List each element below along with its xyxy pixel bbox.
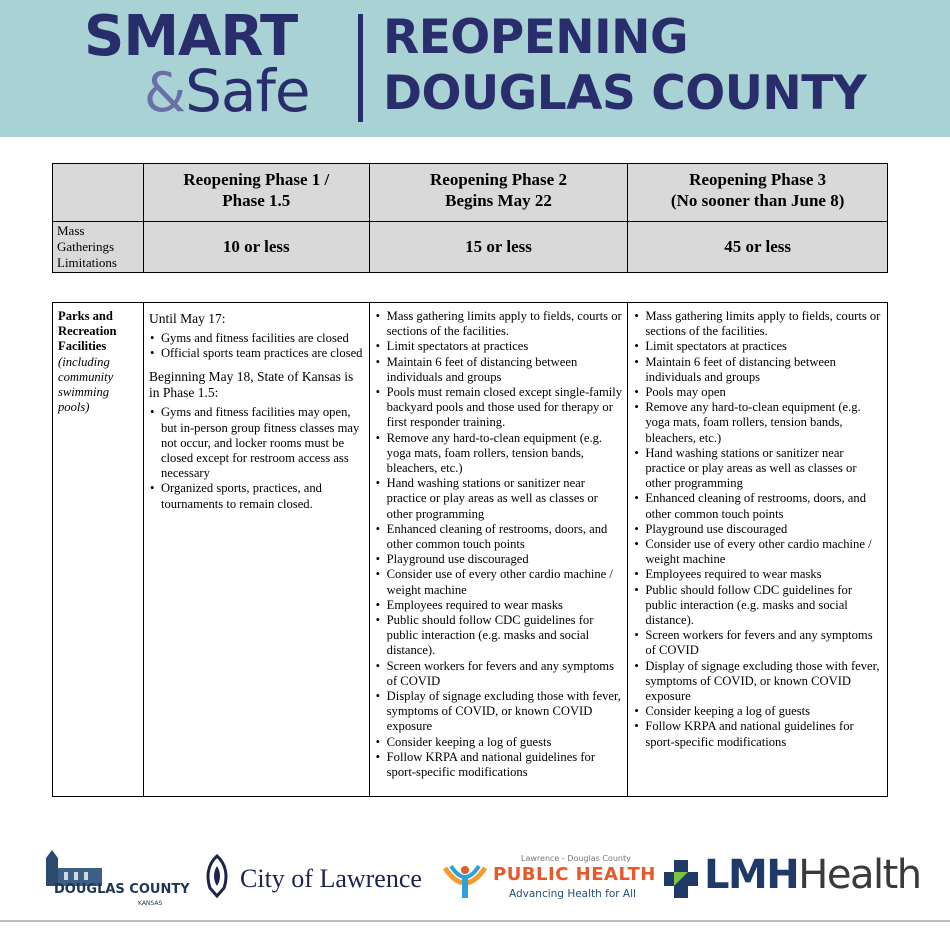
mass-gathering-label xyxy=(53,222,144,273)
list-item: • Remove any hard-to-clean equipment (e.g. yoga mats, foam rollers, tension bands, bleachers, etc.) xyxy=(387,431,623,477)
list-item: • Mass gathering limits apply to fields, courts or sections of the facilities. xyxy=(387,309,623,339)
list-item: • Follow KRPA and national guidelines for sport-specific modifications xyxy=(387,750,623,780)
phase-1-list-2 xyxy=(149,405,364,511)
category-label: Parks and Recreation Facilities xyxy=(58,309,117,354)
brand-safe-word: Safe xyxy=(185,57,310,125)
facility-category xyxy=(53,303,144,797)
list-item: • Consider keeping a log of guests xyxy=(387,735,623,750)
list-item: • Enhanced cleaning of restrooms, doors, and other common touch points xyxy=(387,522,623,552)
phase-header-2-line2: Begins May 22 xyxy=(445,191,552,210)
public-health-icon xyxy=(441,858,489,902)
list-item: • Limit spectators at practices xyxy=(387,339,623,354)
phase-header-1 xyxy=(143,164,369,222)
header-banner xyxy=(0,0,950,137)
list-item: • Hand washing stations or sanitizer near practice or play areas as well as classes or other programming xyxy=(645,446,882,492)
public-health-tagline: Advancing Health for All xyxy=(509,888,636,900)
list-item: • Official sports team practices are closed xyxy=(161,346,364,361)
public-health-top: Lawrence - Douglas County xyxy=(521,854,631,863)
phase-3-limit: 45 or less xyxy=(628,222,888,273)
lmh-text xyxy=(704,852,921,898)
list-item: • Screen workers for fevers and any symptoms of COVID xyxy=(387,659,623,689)
phase-2-list xyxy=(375,309,623,780)
brand-smart: SMART xyxy=(84,4,298,69)
phase-1-limit: 10 or less xyxy=(143,222,369,273)
list-item: • Playground use discouraged xyxy=(645,522,882,537)
list-item: • Enhanced cleaning of restrooms, doors, and other common touch points xyxy=(645,491,882,521)
list-item: • Maintain 6 feet of distancing between individuals and groups xyxy=(645,355,882,385)
list-item: • Mass gathering limits apply to fields, courts or sections of the facilities. xyxy=(645,309,882,339)
list-item: • Gyms and fitness facilities may open, but in-person group fitness classes may not occur, and locker rooms must be closed except for restroom access ass necessary xyxy=(161,405,364,481)
public-health-logo xyxy=(441,852,656,904)
title-line-2: DOUGLAS COUNTY xyxy=(383,66,867,121)
list-item: • Employees required to wear masks xyxy=(645,567,882,582)
page-title xyxy=(383,10,866,122)
phase-header-3-line2: (No sooner than June 8) xyxy=(670,191,845,210)
list-item: • Hand washing stations or sanitizer near practice or play areas as well as classes or other programming xyxy=(387,476,623,522)
list-item: • Pools may open xyxy=(645,385,882,400)
list-item: • Public should follow CDC guidelines for public interaction (e.g. masks and social distance). xyxy=(387,613,623,659)
facility-row xyxy=(53,303,888,797)
title-line-1: REOPENING xyxy=(383,10,689,65)
brand-safe xyxy=(144,56,310,128)
list-item: • Public should follow CDC guidelines for public interaction (e.g. masks and social distance). xyxy=(645,583,882,629)
list-item: • Consider use of every other cardio machine / weight machine xyxy=(387,567,623,597)
partner-logos xyxy=(0,848,950,908)
lmh-normal: Health xyxy=(798,852,921,898)
phase-1-list-1 xyxy=(149,331,364,361)
phase-header-empty xyxy=(53,164,144,222)
lmh-health-logo xyxy=(664,852,924,902)
phase-2-guidelines xyxy=(369,303,628,797)
list-item: • Display of signage excluding those with fever, symptoms of COVID, or known COVID exposure xyxy=(387,689,623,735)
list-item: • Display of signage excluding those with fever, symptoms of COVID, or known COVID exposure xyxy=(645,659,882,705)
list-item: • Consider use of every other cardio machine / weight machine xyxy=(645,537,882,567)
label-line: Gatherings xyxy=(57,239,115,254)
brand-ampersand: & xyxy=(144,61,186,124)
phase-2-limit: 15 or less xyxy=(369,222,628,273)
phase-1-subhead-1: Until May 17: xyxy=(148,311,226,326)
lmh-bold: LMH xyxy=(704,852,799,898)
list-item: • Limit spectators at practices xyxy=(645,339,882,354)
phase-header-2 xyxy=(369,164,628,222)
lawrence-text: City of Lawrence xyxy=(240,864,422,893)
list-item: • Employees required to wear masks xyxy=(387,598,623,613)
phase-header-1-line2: Phase 1.5 xyxy=(222,191,291,210)
phase-3-list xyxy=(633,309,882,750)
phase-header-3 xyxy=(628,164,888,222)
label-line: Mass xyxy=(57,223,85,238)
brand-divider xyxy=(358,14,363,122)
list-item: • Consider keeping a log of guests xyxy=(645,704,882,719)
list-item: • Screen workers for fevers and any symptoms of COVID xyxy=(645,628,882,658)
list-item: • Pools must remain closed except single-family backyard pools and those used for therapy or first responder training. xyxy=(387,385,623,431)
douglas-county-sub: KANSAS xyxy=(138,900,163,907)
phase-table xyxy=(52,163,888,273)
lawrence-seal-icon xyxy=(202,854,232,898)
footer-rule xyxy=(0,920,950,922)
mass-gathering-row xyxy=(53,222,888,273)
phase-header-3-line1: Reopening Phase 3 xyxy=(689,170,827,189)
phase-1-guidelines xyxy=(143,303,369,797)
label-line: Limitations xyxy=(57,255,117,270)
public-health-title: PUBLIC HEALTH xyxy=(493,864,656,885)
douglas-county-logo xyxy=(38,848,190,908)
phase-header-row xyxy=(53,164,888,222)
lmh-cross-icon xyxy=(664,860,698,898)
list-item: • Gyms and fitness facilities are closed xyxy=(161,331,364,346)
list-item: • Organized sports, practices, and tournaments to remain closed. xyxy=(161,481,364,511)
phase-3-guidelines xyxy=(628,303,888,797)
list-item: • Maintain 6 feet of distancing between individuals and groups xyxy=(387,355,623,385)
category-sub: (including community swimming pools) xyxy=(58,354,114,415)
facility-table xyxy=(52,302,888,797)
phase-header-2-line1: Reopening Phase 2 xyxy=(430,170,567,189)
list-item: • Playground use discouraged xyxy=(387,552,623,567)
douglas-county-text: DOUGLAS COUNTY xyxy=(54,882,190,897)
list-item: • Follow KRPA and national guidelines for sport-specific modifications xyxy=(645,719,882,749)
list-item: • Remove any hard-to-clean equipment (e.g. yoga mats, foam rollers, tension bands, bleachers, etc.) xyxy=(645,400,882,446)
phase-1-subhead-2: Beginning May 18, State of Kansas is in Phase 1.5: xyxy=(148,369,354,401)
phase-header-1-line1: Reopening Phase 1 / xyxy=(183,170,330,189)
